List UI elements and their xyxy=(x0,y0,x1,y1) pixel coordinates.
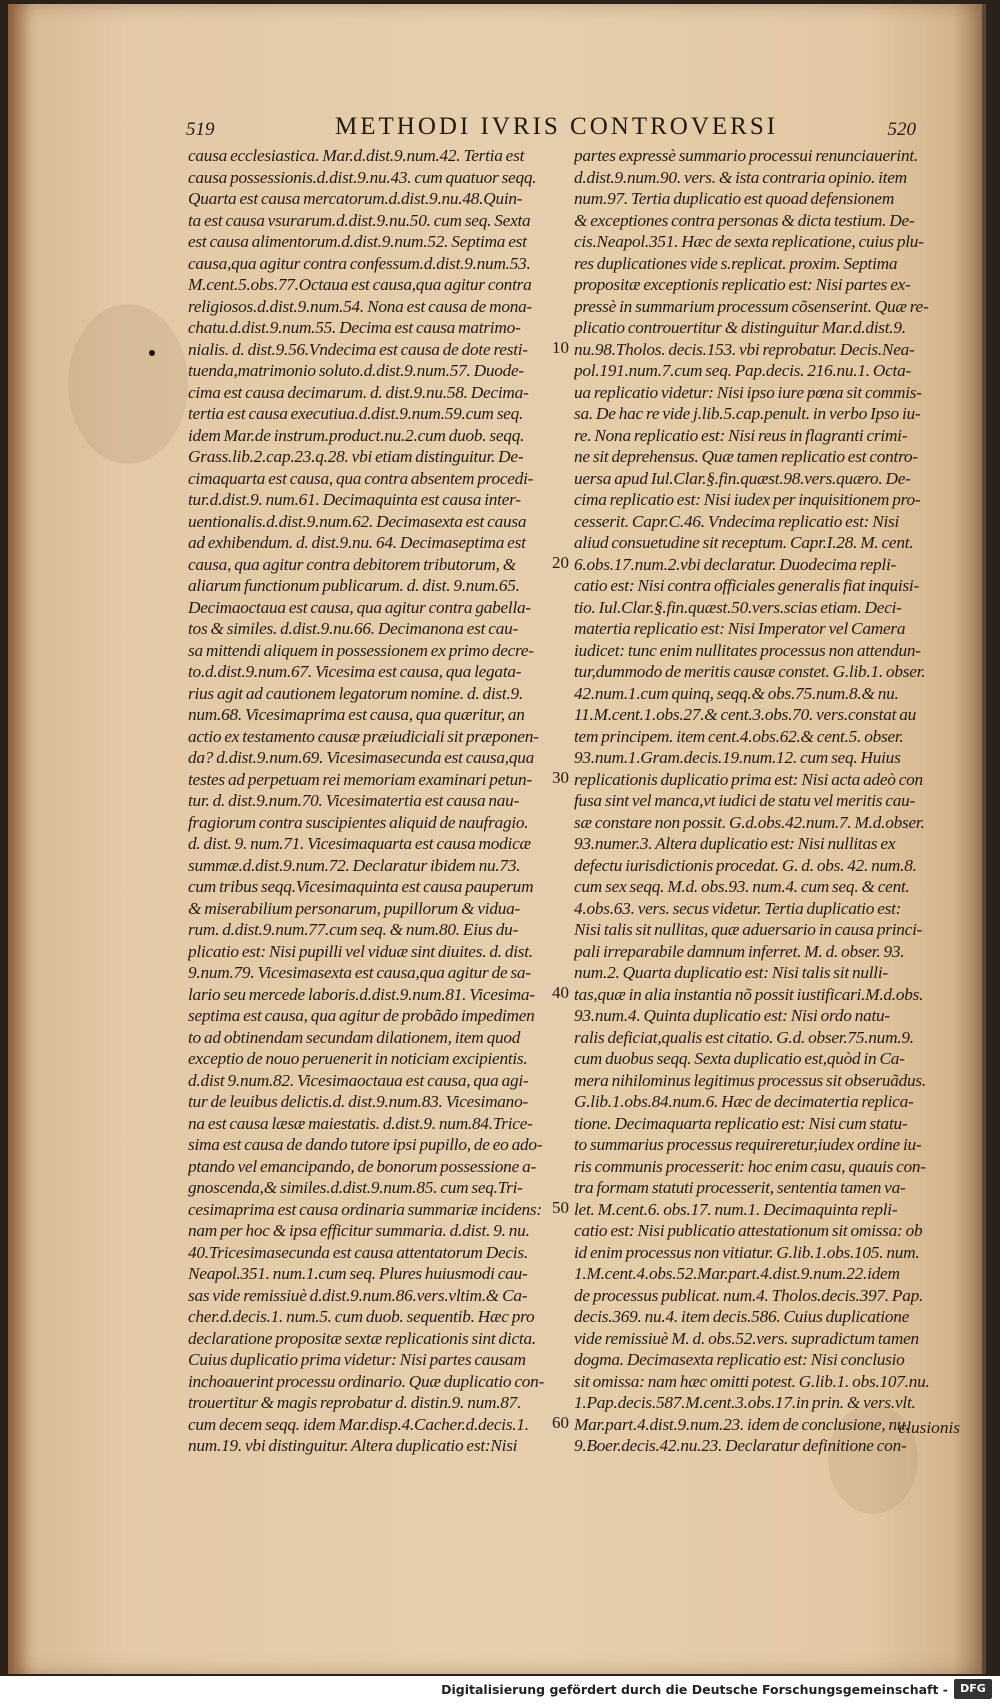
catchword: clusionis xyxy=(898,1418,960,1437)
text-line: declaratione propositæ sextæ replicationis sint dicta. xyxy=(188,1328,536,1348)
text-line: causa possessionis.d.dist.9.nu.43. cum quatuor seqq. xyxy=(188,167,537,187)
text-line: tem principem. item cent.4.obs.62.& cent.5. obser. xyxy=(574,726,904,746)
text-line: exceptio de nouo peruenerit in noticiam excipientis. xyxy=(188,1049,528,1068)
text-line: & exceptiones contra personas & dicta testium. De- xyxy=(574,210,915,230)
text-line: to summarius processus requireretur,iudex ordine iu- xyxy=(574,1135,922,1154)
text-line: septima est causa, qua agitur de probãdo impedimen xyxy=(188,1006,535,1025)
text-line: plicatio est: Nisi pupilli vel viduæ sint diuites. d. dist. xyxy=(188,941,533,961)
text-line: causa ecclesiastica. Mar.d.dist.9.num.42. Tertia est xyxy=(188,146,525,165)
page-number-left: 519 xyxy=(186,119,215,140)
text-line: cis.Neapol.351. Hæc de sexta replicatione, cuius plu- xyxy=(574,232,924,251)
text-line: cum sex seqq. M.d. obs.93. num.4. cum seq. & cent. xyxy=(574,877,910,896)
text-line: re. Nona replicatio est: Nisi reus in flagranti crimi- xyxy=(574,425,908,445)
text-line: tas,quæ in alia instantia nõ possit iustificari.M.d.obs. xyxy=(574,984,924,1004)
text-line: chatu.d.dist.9.num.55. Decima est causa matrimo- xyxy=(188,318,521,337)
text-line: matertia replicatio est: Nisi Imperator vel Camera xyxy=(574,619,906,638)
text-line: & miserabilium personarum, pupillorum & vidua- xyxy=(188,898,521,918)
text-line: nam per hoc & ipsa efficitur summaria. d.dist. 9. nu. xyxy=(188,1221,530,1240)
text-line: tur.d.dist.9. num.61. Decimaquinta est causa inter- xyxy=(188,490,521,509)
text-line: num.68. Vicesimaprima est causa, qua quæritur, an xyxy=(188,705,525,724)
text-line: causa,qua agitur contra confessum.d.dist.9.num.53. xyxy=(188,253,531,273)
text-line: tur. d. dist.9.num.70. Vicesimatertia est causa nau- xyxy=(188,791,520,810)
line-number: 40 xyxy=(552,983,569,1002)
text-line: da? d.dist.9.num.69. Vicesimasecunda est causa,qua xyxy=(188,748,535,767)
text-line: G.lib.1.obs.84.num.6. Hæc de decimatertia replica- xyxy=(574,1092,914,1111)
text-line: let. M.cent.6. obs.17. num.1. Decimaquinta repli- xyxy=(574,1199,898,1219)
text-line: 40.Tricesimasecunda est causa attentatorum Decis. xyxy=(188,1242,528,1262)
text-line: ptando vel emancipando, de bonorum possessione a- xyxy=(188,1156,536,1176)
text-line: aliud consuetudine sit receptum. Capr.I.28. M. cent. xyxy=(574,533,914,552)
text-line: rum. d.dist.9.num.77.cum seq. & num.80. Eius du- xyxy=(188,920,519,939)
left-text-column xyxy=(188,145,553,1457)
running-title: METHODI IVRIS CONTROVERSI xyxy=(335,113,779,140)
text-line: cum tribus seqq.Vicesimaquinta est causa pauperum xyxy=(188,877,534,896)
text-line: decis.369. nu.4. item decis.586. Cuius duplicatione xyxy=(574,1307,910,1326)
text-line: M.cent.5.obs.77.Octaua est causa,qua agitur contra xyxy=(188,275,532,294)
text-line: replicationis duplicatio prima est: Nisi acta adeò con xyxy=(574,769,923,789)
line-number: 50 xyxy=(552,1198,569,1217)
text-line: 4.obs.63. vers. secus videtur. Tertia duplicatio est: xyxy=(574,898,902,918)
text-line: Grass.lib.2.cap.23.q.28. vbi etiam distinguitur. De- xyxy=(188,447,524,466)
text-line: nu.98.Tholos. decis.153. vbi reprobatur. Decis.Nea- xyxy=(574,339,915,359)
text-line: vide remissiuè M. d. obs.52.vers. supradictum tamen xyxy=(574,1328,919,1348)
text-line: pol.191.num.7.cum seq. Pap.decis. 216.nu.1. Octa- xyxy=(574,361,912,380)
text-line: sæ constare non possit. G.d.obs.42.num.7. M.d.obser. xyxy=(574,812,925,832)
line-number: 60 xyxy=(552,1413,569,1432)
text-line: 93.numer.3. Altera duplicatio est: Nisi nullitas ex xyxy=(574,834,896,853)
text-line: gnoscenda,& similes.d.dist.9.num.85. cum seq.Tri- xyxy=(188,1178,523,1197)
text-line: catio est: Nisi publicatio attestationum sit omissa: ob xyxy=(574,1221,923,1240)
text-line: num.19. vbi distinguitur. Altera duplicatio est:Nisi xyxy=(188,1436,518,1455)
text-line: cesserit. Capr.C.46. Vndecima replicatio est: Nisi xyxy=(574,511,900,531)
text-line: tertia est causa executiua.d.dist.9.num.59.cum seq. xyxy=(188,404,524,423)
text-line: 1.Pap.decis.587.M.cent.3.obs.17.in prin. & vers.vlt. xyxy=(574,1393,916,1412)
text-line: Neapol.351. num.1.cum seq. Plures huiusmodi cau- xyxy=(188,1264,528,1283)
text-line: ris communis processerit: hoc enim casu, quauis con- xyxy=(574,1156,926,1176)
text-line: sas vide remissiuè d.dist.9.num.86.vers.vltim.& Ca- xyxy=(188,1285,528,1305)
digitization-footer xyxy=(0,1676,1000,1704)
text-line: causa, qua agitur contra debitorem tributorum, & xyxy=(188,554,516,574)
text-line: catio est: Nisi contra officiales generalis fiat inquisi- xyxy=(574,576,919,595)
text-line: ad exhibendum. d. dist.9.nu. 64. Decimaseptima est xyxy=(188,533,526,552)
text-line: iudicet: tunc enim nullitates processus non attendun- xyxy=(574,640,921,660)
text-line: pali irreparabile damnum inferret. M. d. obser. 93. xyxy=(574,941,905,961)
text-line: res duplicationes vide s.replicat. proxim. Septima xyxy=(574,253,898,273)
text-line: uentionalis.d.dist.9.num.62. Decimasexta est causa xyxy=(188,511,527,531)
text-line: d.dist 9.num.82. Vicesimaoctaua est causa, qua agi- xyxy=(188,1070,529,1090)
text-line: ta est causa vsurarum.d.dist.9.nu.50. cum seq. Sexta xyxy=(188,210,531,230)
text-line: ne sit deprehensus. Quæ tamen replicatio est contro- xyxy=(574,447,918,466)
text-line: tos & similes. d.dist.9.nu.66. Decimanona est cau- xyxy=(188,619,518,638)
text-line: de processus publicat. num.4. Tholos.decis.397. Pap. xyxy=(574,1285,924,1305)
text-line: sima est causa de dando tutore ipsi pupillo, de eo ado- xyxy=(188,1135,543,1154)
text-line: fragiorum contra suscipientes aliquid de naufragio. xyxy=(188,812,529,832)
text-line: aliarum functionum publicarum. d. dist. 9.num.65. xyxy=(188,576,520,595)
text-line: nialis. d. dist.9.56.Vndecima est causa de dote resti- xyxy=(188,339,528,359)
text-line: rius agit ad cautionem legatorum nomine. d. dist.9. xyxy=(188,683,523,703)
text-line: 93.num.4. Quinta duplicatio est: Nisi ordo natu- xyxy=(574,1006,890,1025)
text-line: sa. De hac re vide j.lib.5.cap.penult. in verbo Ipso iu- xyxy=(574,404,921,423)
text-line: 42.num.1.cum quinq, seqq.& obs.75.num.8.& nu. xyxy=(574,683,899,703)
text-line: religiosos.d.dist.9.num.54. Nona est causa de mona- xyxy=(188,296,533,316)
text-line: 9.Boer.decis.42.nu.23. Declaratur definitione con- xyxy=(574,1436,907,1455)
right-text-column xyxy=(574,145,934,1457)
text-line: 11.M.cent.1.obs.27.& cent.3.obs.70. vers.constat au xyxy=(574,705,916,724)
text-line: tione. Decimaquarta replicatio est: Nisi cum statu- xyxy=(574,1113,908,1133)
text-line: idem Mar.de instrum.product.nu.2.cum duob. seqq. xyxy=(188,425,525,445)
text-line: tur,dummodo de meritis causæ constet. G.lib.1. obser. xyxy=(574,662,926,681)
line-number: 30 xyxy=(552,768,569,787)
text-line: 93.num.1.Gram.decis.19.num.12. cum seq. Huius xyxy=(574,748,901,767)
text-line: fusa sint vel manca,vt iudici de statu vel meritis cau- xyxy=(574,791,916,810)
text-line: cimaquarta est causa, qua contra absentem procedi- xyxy=(188,468,534,488)
line-number: 10 xyxy=(552,338,569,357)
text-line: pressè in summarium processum cõsenserint. Quæ re- xyxy=(574,296,929,316)
text-line: ralis deficiat,qualis est citatio. G.d. obser.75.num.9. xyxy=(574,1027,914,1047)
paper-stain xyxy=(68,304,188,464)
line-number: 20 xyxy=(552,553,569,572)
text-line: cum duobus seqq. Sexta duplicatio est,quòd in Ca- xyxy=(574,1049,905,1068)
text-line: tur de leuibus delictis.d. dist.9.num.83. Vicesimano- xyxy=(188,1092,528,1111)
ink-spot xyxy=(149,350,155,356)
text-line: mera nihilominus legitimus processus sit obseruãdus. xyxy=(574,1070,926,1090)
text-line: num.2. Quarta duplicatio est: Nisi talis sit nulli- xyxy=(574,963,888,982)
text-line: uersa apud Iul.Clar.§.fin.quæst.98.vers.quæro. De- xyxy=(574,468,911,488)
text-line: testes ad perpetuam rei memoriam examinari petun- xyxy=(188,769,532,789)
text-line: sa mittendi aliquem in possessionem ex primo decre- xyxy=(188,640,534,660)
text-line: Nisi talis sit nullitas, quæ aduersario in causa princi- xyxy=(574,920,923,939)
text-line: cesimaprima est causa ordinaria summariæ incidens: xyxy=(188,1199,542,1219)
text-line: 9.num.79. Vicesimasexta est causa,qua agitur de sa- xyxy=(188,963,531,982)
text-line: actio ex testamento causæ præiudiciali sit præponen- xyxy=(188,726,539,746)
text-line: cum decem seqq. idem Mar.disp.4.Cacher.d.decis.1. xyxy=(188,1414,529,1434)
text-line: Quarta est causa mercatorum.d.dist.9.nu.48.Quin- xyxy=(188,189,523,208)
text-line: Mar.part.4.dist.9.num.23. idem de conclusione, nu. xyxy=(574,1414,910,1434)
text-line: inchoauerint processu ordinario. Quæ duplicatio con- xyxy=(188,1371,545,1391)
text-line: est causa alimentorum.d.dist.9.num.52. Septima est xyxy=(188,232,527,251)
text-line: 6.obs.17.num.2.vbi declaratur. Duodecima repli- xyxy=(574,554,897,574)
text-line: defectu iurisdictionis procedat. G. d. obs. 42. num.8. xyxy=(574,855,917,875)
text-line: dogma. Decimasexta replicatio est: Nisi conclusio xyxy=(574,1350,905,1369)
text-line: Decimaoctaua est causa, qua agitur contra gabella- xyxy=(188,597,531,617)
text-line: na est causa læsæ maiestatis. d.dist.9. num.84.Trice- xyxy=(188,1113,533,1133)
gutter-shadow xyxy=(8,4,30,1674)
text-line: propositæ exceptionis replicatio est: Nisi partes ex- xyxy=(574,275,911,294)
dfg-logo: DFG xyxy=(954,1679,992,1699)
text-line: plicatio controuertitur & distinguitur Mar.d.dist.9. xyxy=(574,318,906,337)
text-line: ua replicatio videtur: Nisi ipso iure pœna sit commis- xyxy=(574,382,922,402)
text-line: to ad obtinendam secundam dilationem, item quod xyxy=(188,1027,521,1047)
text-line: Cuius duplicatio prima videtur: Nisi partes causam xyxy=(188,1350,526,1369)
funding-credit: Digitalisierung gefördert durch die Deutsche Forschungsgemeinschaft - xyxy=(441,1682,948,1697)
text-line: 1.M.cent.4.obs.52.Mar.part.4.dist.9.num.22.idem xyxy=(574,1264,900,1283)
text-line: cima est causa decimarum. d. dist.9.nu.58. Decima- xyxy=(188,382,529,402)
text-line: cima replicatio est: Nisi iudex per inquisitionem pro- xyxy=(574,490,921,509)
text-line: d. dist. 9. num.71. Vicesimaquarta est causa modicæ xyxy=(188,834,531,853)
text-line: d.dist.9.num.90. vers. & ista contraria opinio. item xyxy=(574,167,907,187)
text-line: to.d.dist.9.num.67. Vicesima est causa, qua legata- xyxy=(188,662,522,681)
page-header xyxy=(180,113,920,143)
text-line: tuenda,matrimonio soluto.d.dist.9.num.57. Duode- xyxy=(188,361,524,380)
text-line: tio. Iul.Clar.§.fin.quæst.50.vers.scias etiam. Deci- xyxy=(574,597,902,617)
text-line: partes expressè summario processui renunciauerint. xyxy=(574,146,918,165)
text-line: trouertitur & magis reprobatur d. distin.9. num.87. xyxy=(188,1393,522,1412)
text-line: summæ.d.dist.9.num.72. Declaratur ibidem nu.73. xyxy=(188,855,521,875)
text-line: num.97. Tertia duplicatio est quoad defensionem xyxy=(574,189,895,208)
text-line: sit omissa: nam hæc omitti potest. G.lib.1. obs.107.nu. xyxy=(574,1371,930,1391)
text-line: lario seu mercede laboris.d.dist.9.num.81. Vicesima- xyxy=(188,984,535,1004)
text-line: tra formam statuti processerit, sententia tamen va- xyxy=(574,1178,906,1197)
text-line: cher.d.decis.1. num.5. cum duob. sequentib. Hæc pro xyxy=(188,1307,535,1326)
text-line: id enim processus non vitiatur. G.lib.1.obs.105. num. xyxy=(574,1242,920,1262)
page-number-right: 520 xyxy=(887,119,916,140)
